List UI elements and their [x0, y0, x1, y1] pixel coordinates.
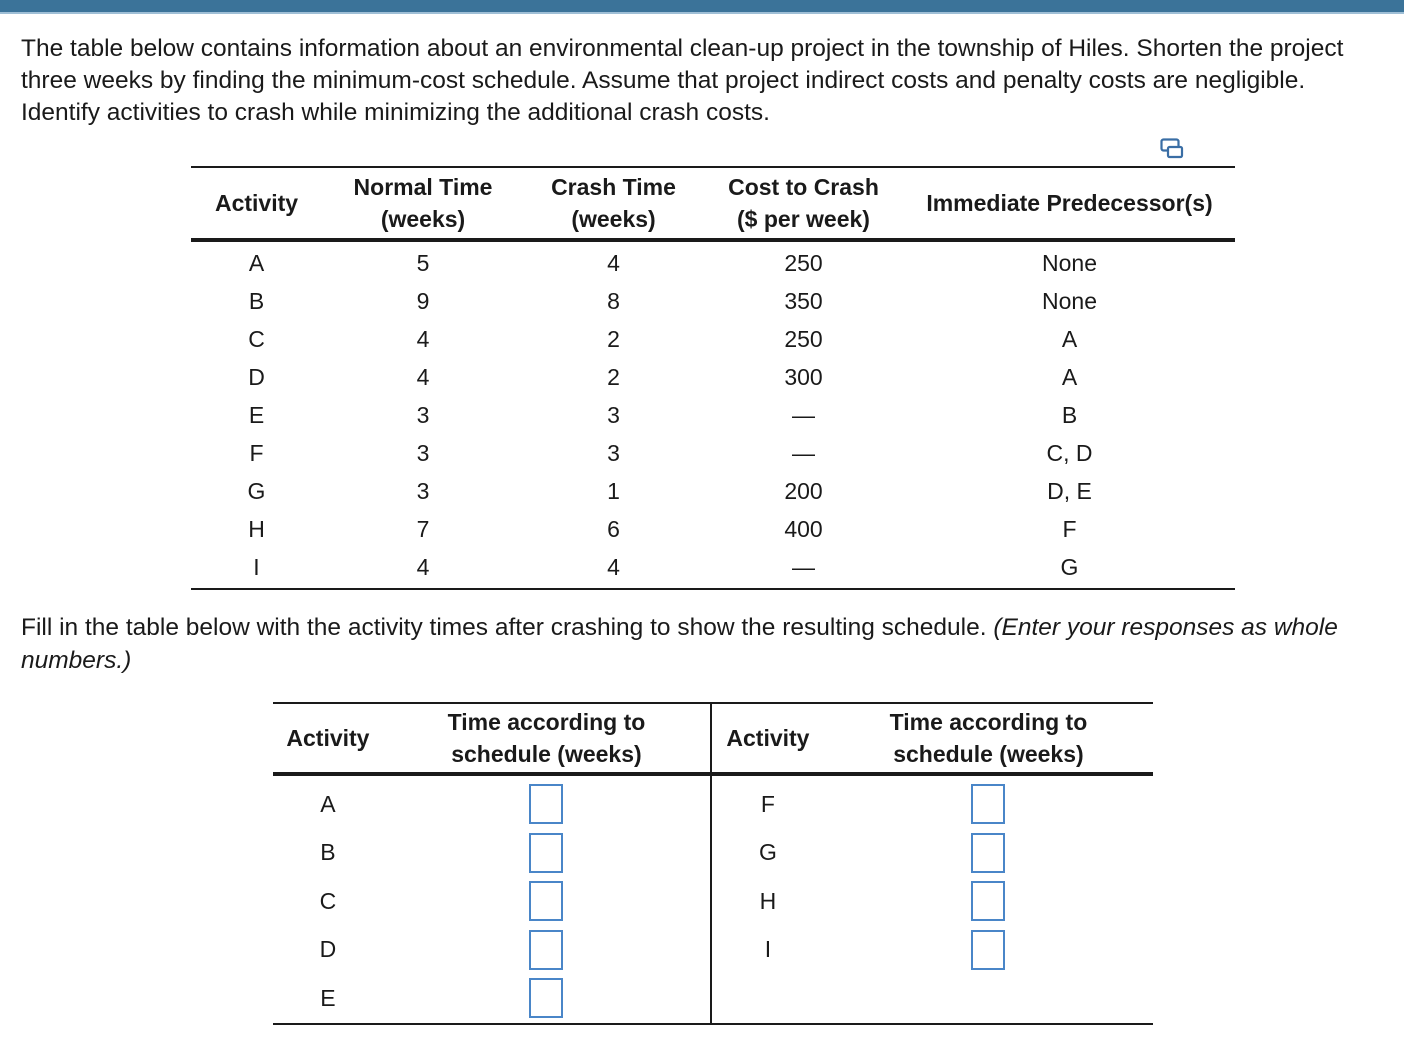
answer-input-b[interactable]: [529, 833, 563, 873]
cell-normal-time: 3: [416, 440, 430, 466]
header-bar: [0, 0, 1404, 12]
cell-crash-time: 2: [607, 326, 620, 352]
cell-crash-time: 1: [607, 478, 620, 504]
answer-activity-label: I: [711, 926, 824, 975]
cell-activity: C: [248, 326, 265, 352]
table-row: [191, 240, 1235, 282]
cell-normal-time: 4: [416, 364, 430, 390]
answer-header-time-right-line2: schedule (weeks): [893, 741, 1084, 767]
answer-cell: [824, 774, 1153, 829]
answer-cell: [824, 877, 1153, 926]
answer-cell: [824, 926, 1153, 975]
cell-predecessors: None: [1042, 288, 1097, 314]
answer-input-f[interactable]: [971, 784, 1005, 824]
table-row: [191, 510, 1235, 548]
header-cost-line1: Cost to Crash: [728, 174, 879, 200]
cell-cost: 350: [784, 288, 823, 314]
answer-activity-label: G: [711, 829, 824, 878]
cell-crash-time: 2: [607, 364, 620, 390]
answer-table: [273, 702, 1153, 1025]
answer-cell: [383, 926, 711, 975]
cell-predecessors: A: [1061, 364, 1078, 390]
cell-normal-time: 7: [416, 516, 430, 542]
table-row: [191, 548, 1235, 589]
answer-header-time-right-line1: Time according to: [889, 709, 1088, 735]
cell-predecessors: C, D: [1046, 440, 1093, 466]
instruction-hint: (Enter your responses as whole numbers.): [21, 614, 1338, 674]
header-activity: Activity: [214, 190, 299, 216]
answer-row: [273, 926, 1153, 975]
cell-normal-time: 3: [416, 402, 430, 428]
answer-input-i[interactable]: [971, 930, 1005, 970]
instruction-main: Fill in the table below with the activity times after crashing to show the resulting schedule.: [21, 614, 994, 641]
header-crash-time: [524, 167, 703, 240]
cell-normal-time: 3: [416, 478, 430, 504]
header-normal-time-line2: (weeks): [380, 206, 466, 232]
answer-input-e[interactable]: [529, 978, 563, 1018]
answer-input-g[interactable]: [971, 833, 1005, 873]
project-data-table: [191, 166, 1235, 590]
header-normal-time-line1: Normal Time: [353, 174, 493, 200]
cell-activity: D: [248, 364, 265, 390]
cell-activity: A: [248, 250, 265, 276]
answer-input-d[interactable]: [529, 930, 563, 970]
instruction-text: [21, 611, 1381, 677]
header-cost-line2: ($ per week): [737, 206, 870, 232]
answer-cell: [824, 829, 1153, 878]
table-row: [191, 358, 1235, 396]
cell-activity: H: [248, 516, 265, 542]
cell-cost: 400: [784, 516, 823, 542]
answer-activity-label: E: [320, 984, 336, 1011]
answer-row: [273, 877, 1153, 926]
table-row: [191, 472, 1235, 510]
cell-predecessors: B: [1061, 402, 1078, 428]
copy-icon[interactable]: [1160, 138, 1186, 160]
answer-header-time-left-line1: Time according to: [447, 709, 646, 735]
answer-activity-label: F: [711, 774, 824, 829]
cell-activity: I: [253, 554, 260, 580]
cell-predecessors: D, E: [1047, 478, 1092, 504]
answer-header-time-left: [383, 703, 711, 774]
header-predecessors: Immediate Predecessor(s): [926, 190, 1213, 216]
cell-activity: F: [249, 440, 264, 466]
answer-cell: [383, 877, 711, 926]
answer-cell: [383, 774, 711, 829]
answer-table-header-row: [273, 703, 1153, 774]
answer-activity-label: C: [319, 887, 337, 914]
answer-header-activity-right: Activity: [711, 703, 824, 774]
answer-empty-cell: [824, 974, 1153, 1024]
header-crash-time-line2: (weeks): [571, 206, 656, 232]
cell-crash-time: 8: [607, 288, 620, 314]
answer-activity-label: H: [711, 877, 824, 926]
answer-activity-label: B: [320, 839, 336, 866]
cell-predecessors: G: [1060, 554, 1079, 580]
cell-crash-time: 4: [607, 250, 620, 276]
table-row: [191, 396, 1235, 434]
cell-cost: 300: [784, 364, 823, 390]
cell-activity: E: [248, 402, 265, 428]
table-row: [191, 434, 1235, 472]
cell-activity: G: [247, 478, 266, 504]
cell-normal-time: 9: [416, 288, 430, 314]
answer-header-time-left-line2: schedule (weeks): [451, 741, 642, 767]
cell-cost: —: [792, 554, 815, 580]
cell-crash-time: 3: [607, 402, 620, 428]
answer-input-h[interactable]: [971, 881, 1005, 921]
question-text: The table below contains information about an environmental clean-up project in the township of Hiles. Shorten the project three weeks by finding the minimum-cost schedule. Assume that project indirect costs and penalty costs are negligible. Identify activities to crash while minimizing the additional crash costs.: [21, 35, 1344, 126]
data-table-header-row: [191, 167, 1235, 240]
answer-activity-label: D: [319, 936, 337, 963]
answer-header-activity-left: Activity: [286, 725, 370, 751]
cell-normal-time: 4: [416, 326, 430, 352]
table-row: [191, 320, 1235, 358]
header-normal-time: [322, 167, 524, 240]
cell-cost: 250: [784, 326, 823, 352]
answer-input-a[interactable]: [529, 784, 563, 824]
answer-cell: [383, 974, 711, 1024]
cell-cost: —: [792, 402, 815, 428]
answer-row: [273, 829, 1153, 878]
cell-predecessors: A: [1061, 326, 1078, 352]
cell-crash-time: 4: [607, 554, 620, 580]
answer-input-c[interactable]: [529, 881, 563, 921]
answer-row: [273, 774, 1153, 829]
answer-empty-cell: [711, 974, 824, 1024]
cell-activity: B: [248, 288, 265, 314]
answer-cell: [383, 829, 711, 878]
answer-header-time-right: [824, 703, 1153, 774]
cell-normal-time: 4: [416, 554, 430, 580]
answer-row: [273, 974, 1153, 1024]
table-row: [191, 282, 1235, 320]
header-cost-to-crash: [703, 167, 904, 240]
cell-normal-time: 5: [416, 250, 430, 276]
header-bar-accent: [0, 12, 1404, 14]
cell-cost: 250: [784, 250, 823, 276]
answer-activity-label: A: [320, 790, 336, 817]
cell-cost: 200: [784, 478, 823, 504]
cell-crash-time: 6: [607, 516, 620, 542]
header-crash-time-line1: Crash Time: [551, 174, 676, 200]
cell-predecessors: F: [1062, 516, 1077, 542]
cell-predecessors: None: [1042, 250, 1097, 276]
cell-crash-time: 3: [607, 440, 620, 466]
cell-cost: —: [792, 440, 815, 466]
